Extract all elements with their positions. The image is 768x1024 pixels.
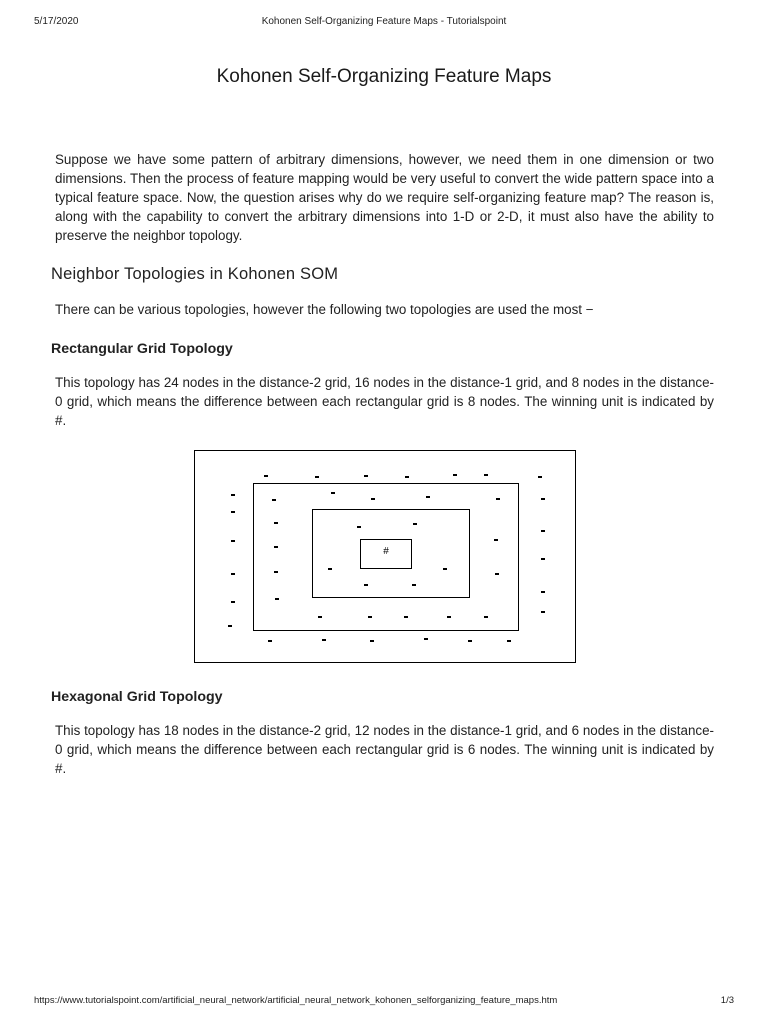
grid-node — [274, 546, 278, 548]
print-date: 5/17/2020 — [34, 16, 79, 27]
grid-node — [468, 640, 472, 642]
grid-node — [541, 530, 545, 532]
hexagonal-heading: Hexagonal Grid Topology — [51, 689, 223, 705]
grid-node — [370, 640, 374, 642]
grid-node — [371, 498, 375, 500]
grid-node — [268, 640, 272, 642]
grid-node — [272, 499, 276, 501]
grid-node — [484, 616, 488, 618]
grid-node — [274, 571, 278, 573]
grid-node — [275, 598, 279, 600]
grid-node — [228, 625, 232, 627]
grid-node — [231, 540, 235, 542]
grid-node — [443, 568, 447, 570]
grid-node — [496, 498, 500, 500]
print-url: https://www.tutorialspoint.com/artificial_neural_network/artificial_neural_network_kohonen_selforganizing_feature_maps.htm — [34, 995, 558, 1006]
winning-unit-label: # — [383, 546, 389, 557]
grid-node — [322, 639, 326, 641]
grid-node — [231, 573, 235, 575]
grid-node — [264, 475, 268, 477]
hexagonal-paragraph: This topology has 18 nodes in the distance-2 grid, 12 nodes in the distance-1 grid, and 6 nodes in the distance-0 grid, which means the difference between each rectangular grid is 6 nodes. The winning unit is indicated by #. — [55, 723, 714, 776]
grid-node — [357, 526, 361, 528]
grid-node — [541, 498, 545, 500]
grid-node — [538, 476, 542, 478]
rectangular-heading: Rectangular Grid Topology — [51, 341, 233, 357]
grid-node — [541, 611, 545, 613]
grid-node — [426, 496, 430, 498]
rectangular-paragraph: This topology has 24 nodes in the distance-2 grid, 16 nodes in the distance-1 grid, and 8 nodes in the distance-0 grid, which means the difference between each rectangular grid is 8 nodes. The winning unit is indicated by #. — [55, 375, 714, 428]
grid-node — [453, 474, 457, 476]
grid-node — [495, 573, 499, 575]
intro-paragraph: Suppose we have some pattern of arbitrary dimensions, however, we need them in one dimension or two dimensions. Then the process of feature mapping would be very useful to convert the wide pattern space into a typical feature space. Now, the question arises why do we require self-organizing feature map? The reason is, along with the capability to convert the arbitrary dimensions into 1-D or 2-D, it must also have the ability to preserve the neighbor topology. — [55, 152, 714, 243]
section-heading: Neighbor Topologies in Kohonen SOM — [51, 265, 339, 283]
grid-node — [405, 476, 409, 478]
winning-unit-box — [360, 539, 412, 569]
grid-node — [364, 475, 368, 477]
grid-node — [404, 616, 408, 618]
grid-node — [541, 591, 545, 593]
grid-node — [231, 601, 235, 603]
grid-node — [484, 474, 488, 476]
grid-node — [494, 539, 498, 541]
grid-node — [507, 640, 511, 642]
grid-node — [413, 523, 417, 525]
grid-node — [315, 476, 319, 478]
grid-node — [424, 638, 428, 640]
section-intro: There can be various topologies, however the following two topologies are used the most − — [55, 302, 594, 317]
grid-node — [412, 584, 416, 586]
rectangular-grid-diagram — [194, 450, 576, 663]
grid-node — [541, 558, 545, 560]
grid-node — [364, 584, 368, 586]
grid-node — [231, 494, 235, 496]
print-page-number: 1/3 — [720, 995, 734, 1006]
grid-node — [231, 511, 235, 513]
print-page-title: Kohonen Self-Organizing Feature Maps - Tutorialspoint — [261, 16, 507, 27]
grid-node — [274, 522, 278, 524]
grid-node — [368, 616, 372, 618]
grid-node — [328, 568, 332, 570]
grid-node — [318, 616, 322, 618]
grid-node — [331, 492, 335, 494]
grid-node — [447, 616, 451, 618]
page-title: Kohonen Self-Organizing Feature Maps — [216, 66, 552, 87]
